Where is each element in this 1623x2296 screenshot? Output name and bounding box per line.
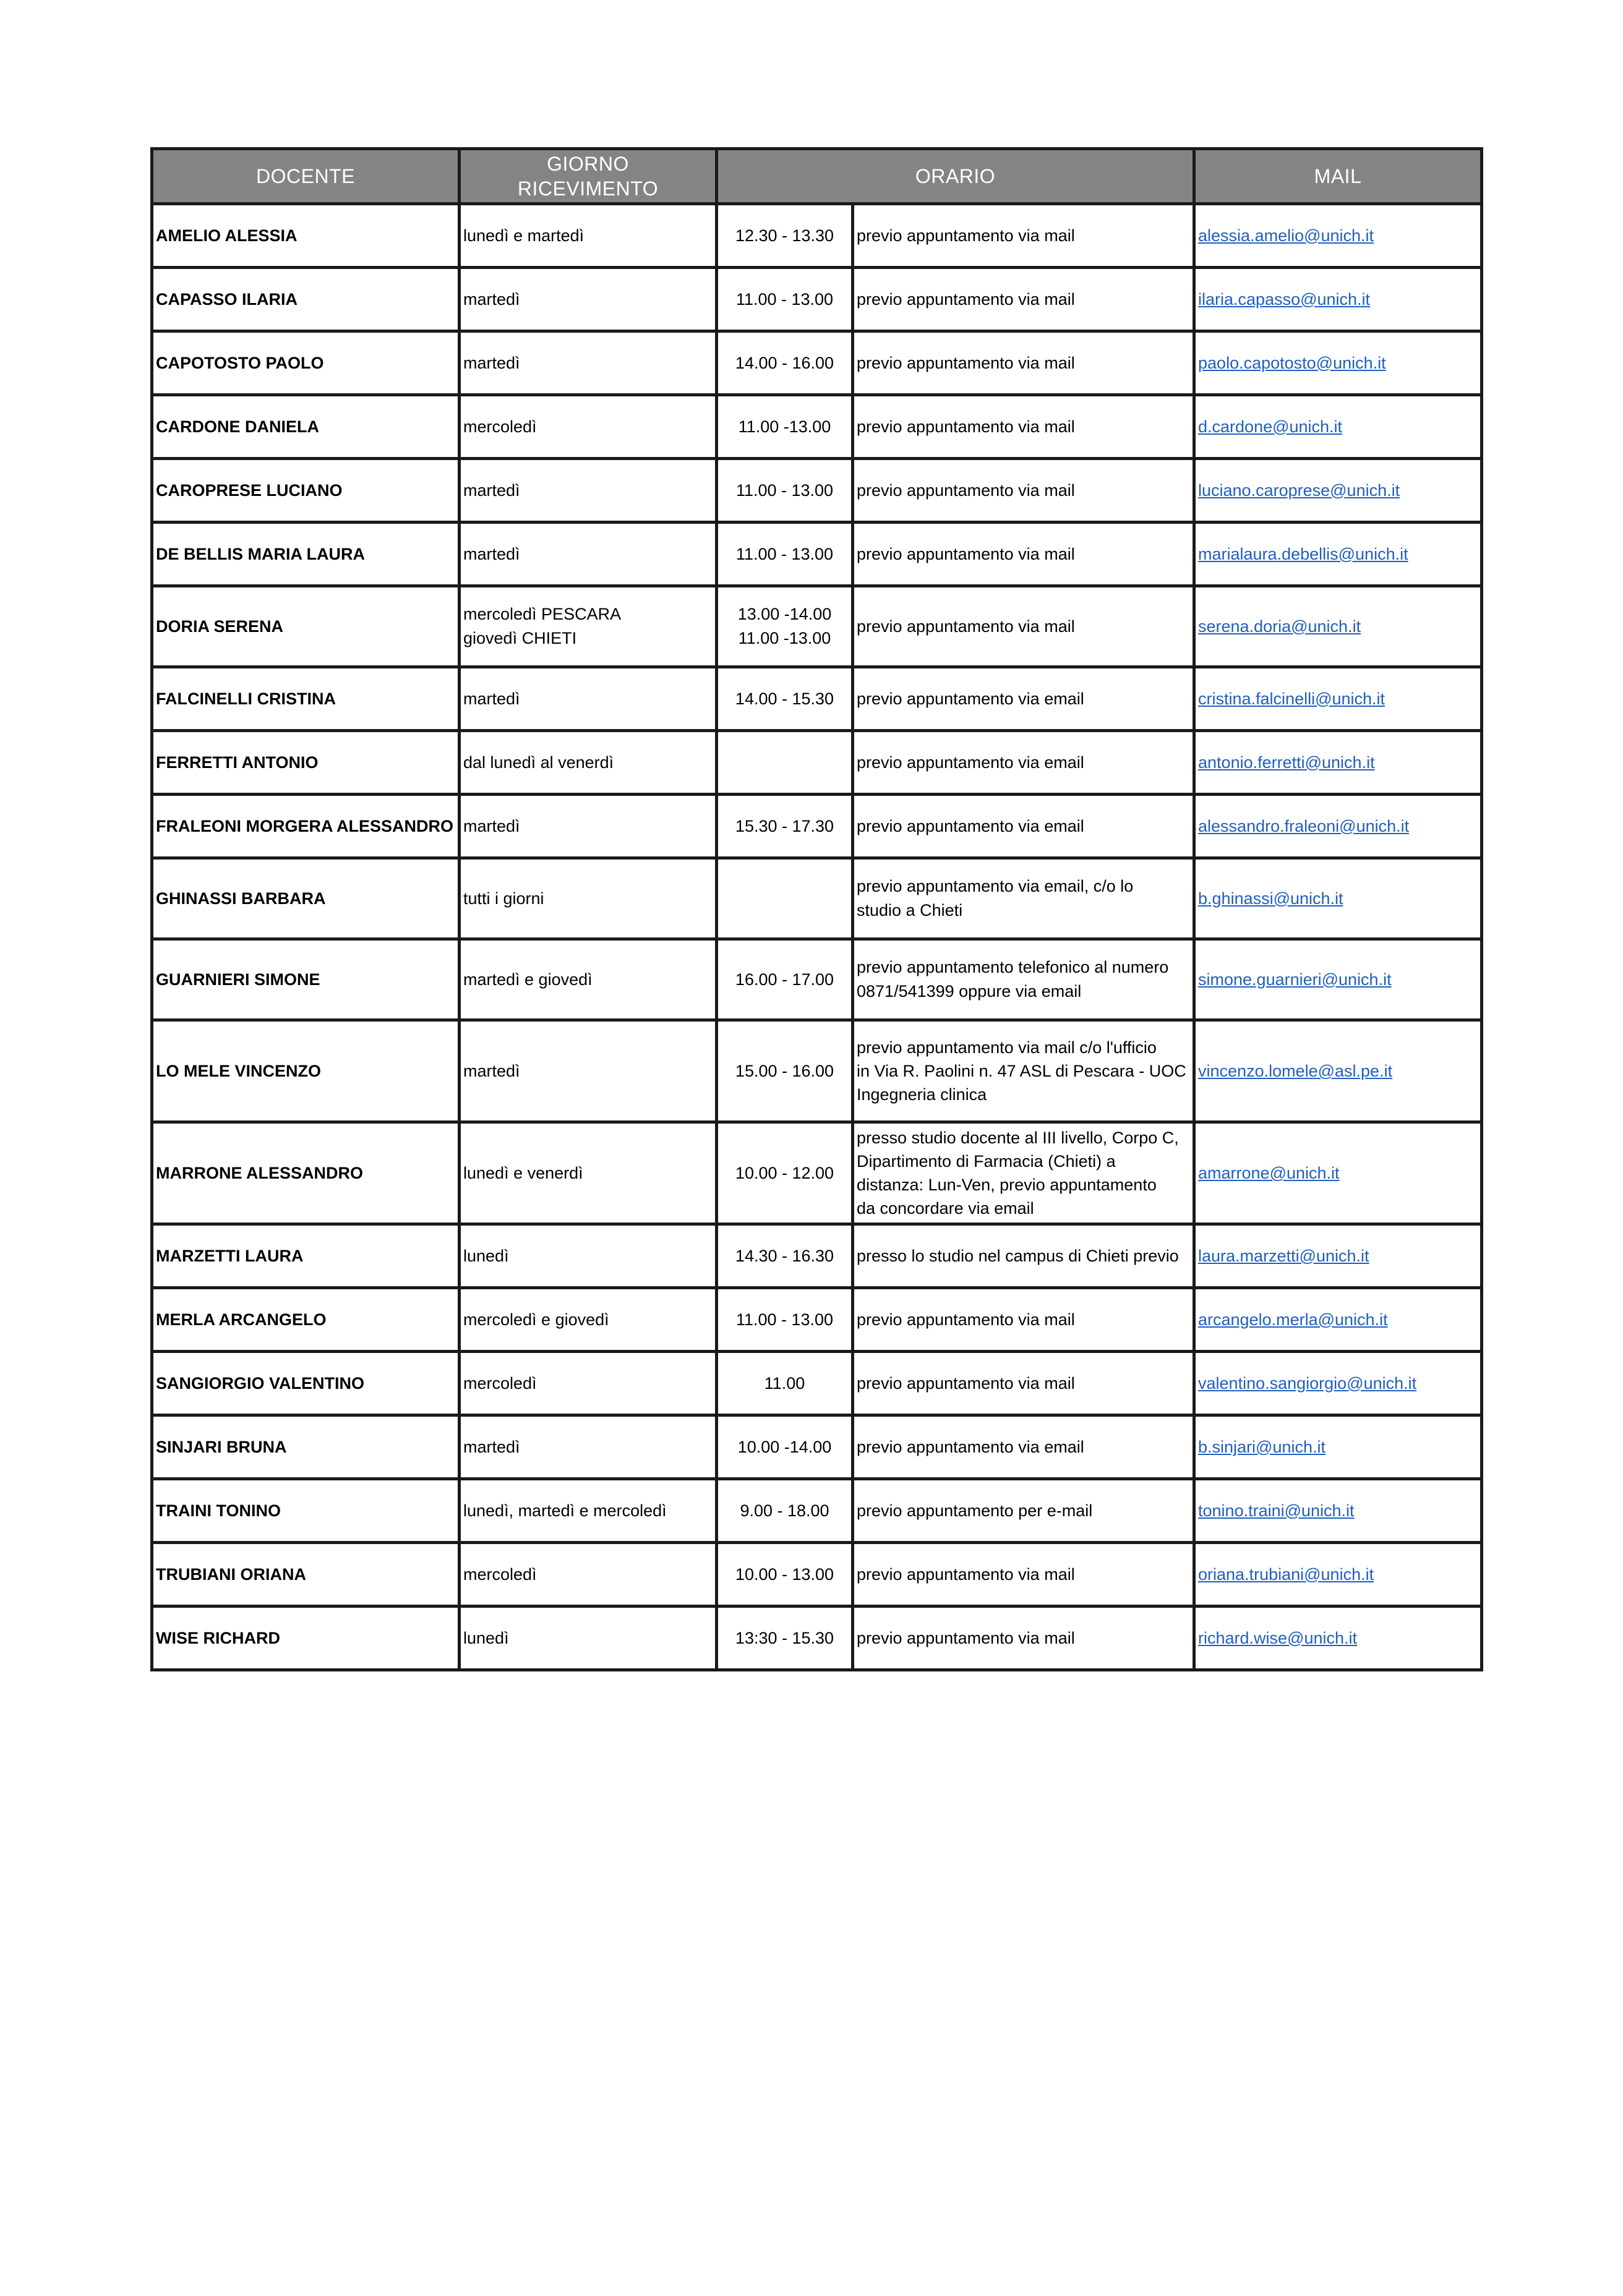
reception-day-text: martedì	[463, 289, 520, 309]
docente-name-text: GUARNIERI SIMONE	[156, 970, 320, 989]
docente-name-text: MARRONE ALESSANDRO	[156, 1164, 364, 1182]
appointment-note-text: previo appuntamento via mail	[857, 617, 1075, 636]
reception-hours-text: 9.00 - 18.00	[740, 1501, 829, 1520]
reception-hours	[717, 459, 853, 523]
email-link[interactable]: arcangelo.merla@unich.it	[1198, 1310, 1388, 1329]
reception-hours-text: 11.00 - 13.00	[735, 480, 834, 500]
reception-hours-text: 13:30 - 15.30	[735, 1628, 834, 1647]
reception-hours-text: 16.00 - 17.00	[735, 970, 834, 989]
docente-name-text: CARDONE DANIELA	[156, 417, 320, 436]
table-row	[152, 1543, 1482, 1607]
docente-name	[152, 523, 460, 586]
header-docente: DOCENTE	[152, 149, 460, 204]
email-cell	[1194, 1288, 1482, 1352]
email-link[interactable]: marialaura.debellis@unich.it	[1198, 544, 1408, 563]
reception-hours-text: 14.00 - 15.30	[735, 689, 834, 708]
email-cell	[1194, 268, 1482, 331]
appointment-note	[853, 268, 1194, 331]
docente-name	[152, 586, 460, 667]
docente-name-text: FERRETTI ANTONIO	[156, 753, 319, 772]
reception-hours-text: 10.00 - 13.00	[735, 1564, 834, 1584]
appointment-note-text: previo appuntamento via mail	[857, 480, 1075, 500]
reception-hours-text: 10.00 -14.00	[737, 1437, 832, 1456]
docente-name-text: WISE RICHARD	[156, 1628, 280, 1647]
appointment-note-text: previo appuntamento via email	[857, 689, 1084, 708]
reception-day-text: mercoledì PESCARA giovedì CHIETI	[463, 605, 622, 647]
reception-hours	[717, 1288, 853, 1352]
docente-name	[152, 1352, 460, 1415]
email-link[interactable]: richard.wise@unich.it	[1198, 1628, 1358, 1647]
reception-day-text: martedì	[463, 816, 520, 835]
reception-day	[460, 858, 717, 939]
email-cell	[1194, 1020, 1482, 1122]
docente-name	[152, 1415, 460, 1479]
reception-hours	[717, 395, 853, 459]
email-cell	[1194, 795, 1482, 858]
reception-day	[460, 1479, 717, 1543]
reception-day	[460, 1543, 717, 1607]
table-row	[152, 459, 1482, 523]
docente-name	[152, 858, 460, 939]
table-row	[152, 1479, 1482, 1543]
reception-day-text: mercoledì	[463, 1564, 537, 1584]
reception-day	[460, 1352, 717, 1415]
docente-name-text: GHINASSI BARBARA	[156, 889, 326, 908]
docente-name	[152, 1020, 460, 1122]
docente-name	[152, 204, 460, 268]
reception-hours	[717, 667, 853, 731]
appointment-note-text: previo appuntamento via email	[857, 753, 1084, 772]
reception-hours-text: 11.00 - 13.00	[735, 289, 834, 309]
appointment-note	[853, 204, 1194, 268]
docente-name-text: MARZETTI LAURA	[156, 1246, 304, 1265]
table-row	[152, 1352, 1482, 1415]
email-link[interactable]: alessandro.fraleoni@unich.it	[1198, 816, 1410, 835]
table-row	[152, 795, 1482, 858]
reception-day	[460, 1607, 717, 1670]
email-cell	[1194, 204, 1482, 268]
table-row	[152, 586, 1482, 667]
appointment-note	[853, 586, 1194, 667]
table-row	[152, 331, 1482, 395]
table-row	[152, 395, 1482, 459]
appointment-note-text: presso studio docente al III livello, Corpo C, Dipartimento di Farmacia (Chieti) a distanza: Lun-Ven, previo appuntamento da concordare via email	[857, 1129, 1179, 1218]
email-cell	[1194, 1224, 1482, 1288]
email-cell	[1194, 331, 1482, 395]
reception-hours	[717, 523, 853, 586]
docente-name-text: LO MELE VINCENZO	[156, 1062, 322, 1080]
appointment-note	[853, 939, 1194, 1020]
appointment-note-text: previo appuntamento via email	[857, 816, 1084, 835]
appointment-note-text: previo appuntamento via mail	[857, 1628, 1075, 1647]
reception-hours-text: 10.00 - 12.00	[735, 1164, 834, 1182]
appointment-note	[853, 331, 1194, 395]
appointment-note-text: presso lo studio nel campus di Chieti previo	[857, 1246, 1179, 1265]
email-cell	[1194, 459, 1482, 523]
reception-day	[460, 523, 717, 586]
docente-name-text: CAPASSO ILARIA	[156, 289, 298, 309]
email-cell	[1194, 858, 1482, 939]
table-row	[152, 731, 1482, 795]
reception-hours-text: 15.30 - 17.30	[735, 816, 834, 835]
header-mail: MAIL	[1194, 149, 1482, 204]
email-cell	[1194, 1607, 1482, 1670]
appointment-note-text: previo appuntamento via mail	[857, 353, 1075, 372]
reception-hours	[717, 731, 853, 795]
table-row	[152, 1415, 1482, 1479]
reception-hours	[717, 1415, 853, 1479]
reception-hours-text: 15.00 - 16.00	[735, 1062, 834, 1080]
reception-day-text: tutti i giorni	[463, 889, 544, 908]
reception-day-text: martedì e giovedì	[463, 970, 593, 989]
table-row	[152, 1607, 1482, 1670]
appointment-note-text: previo appuntamento via mail	[857, 289, 1075, 309]
appointment-note-text: previo appuntamento via email	[857, 1437, 1084, 1456]
reception-hours-text: 13.00 -14.00 11.00 -13.00	[737, 605, 832, 647]
header-row	[152, 149, 1482, 204]
appointment-note	[853, 1352, 1194, 1415]
docente-name-text: DORIA SERENA	[156, 617, 284, 636]
appointment-note	[853, 1543, 1194, 1607]
reception-hours	[717, 939, 853, 1020]
email-cell	[1194, 731, 1482, 795]
docente-name-text: DE BELLIS MARIA LAURA	[156, 544, 365, 563]
reception-day	[460, 939, 717, 1020]
reception-day-text: lunedì, martedì e mercoledì	[463, 1501, 667, 1520]
reception-day	[460, 795, 717, 858]
reception-day	[460, 1288, 717, 1352]
table-row	[152, 523, 1482, 586]
table-row	[152, 1224, 1482, 1288]
reception-hours	[717, 1479, 853, 1543]
appointment-note	[853, 1224, 1194, 1288]
appointment-note-text: previo appuntamento via mail c/o l'ufficio in Via R. Paolini n. 47 ASL di Pescara - UOC Ingegneria clinica	[857, 1038, 1186, 1104]
reception-day-text: martedì	[463, 1062, 520, 1080]
email-cell	[1194, 939, 1482, 1020]
reception-hours	[717, 1607, 853, 1670]
docente-name	[152, 1607, 460, 1670]
reception-day-text: martedì	[463, 480, 520, 500]
email-link[interactable]: antonio.ferretti@unich.it	[1198, 753, 1375, 772]
email-link[interactable]: ilaria.capasso@unich.it	[1198, 289, 1371, 309]
appointment-note-text: previo appuntamento via mail	[857, 1310, 1075, 1329]
reception-hours	[717, 586, 853, 667]
email-link[interactable]: amarrone@unich.it	[1198, 1164, 1340, 1182]
table-row	[152, 939, 1482, 1020]
reception-hours-text: 11.00 - 13.00	[735, 544, 834, 563]
email-link[interactable]: vincenzo.lomele@asl.pe.it	[1198, 1062, 1393, 1080]
table-row	[152, 1020, 1482, 1122]
appointment-note	[853, 459, 1194, 523]
email-cell	[1194, 523, 1482, 586]
reception-day-text: lunedì	[463, 1628, 509, 1647]
docente-name	[152, 1543, 460, 1607]
reception-day-text: lunedì	[463, 1246, 509, 1265]
appointment-note-text: previo appuntamento telefonico al numero 0871/541399 oppure via email	[857, 958, 1169, 1001]
appointment-note-text: previo appuntamento per e-mail	[857, 1501, 1093, 1520]
table-row	[152, 268, 1482, 331]
docente-name-text: CAROPRESE LUCIANO	[156, 480, 343, 500]
docente-name-text: MERLA ARCANGELO	[156, 1310, 327, 1329]
reception-day-text: martedì	[463, 544, 520, 563]
docente-name	[152, 667, 460, 731]
docente-name	[152, 268, 460, 331]
email-cell	[1194, 667, 1482, 731]
reception-day	[460, 731, 717, 795]
table-row	[152, 667, 1482, 731]
reception-day-text: mercoledì	[463, 417, 537, 436]
appointment-note-text: previo appuntamento via mail	[857, 1373, 1075, 1393]
docente-name-text: SANGIORGIO VALENTINO	[156, 1373, 365, 1393]
email-link[interactable]: b.ghinassi@unich.it	[1198, 889, 1343, 908]
email-link[interactable]: d.cardone@unich.it	[1198, 417, 1343, 436]
appointment-note	[853, 1607, 1194, 1670]
reception-hours	[717, 1020, 853, 1122]
email-link[interactable]: oriana.trubiani@unich.it	[1198, 1564, 1374, 1584]
reception-day	[460, 331, 717, 395]
reception-day-text: martedì	[463, 353, 520, 372]
appointment-note-text: previo appuntamento via mail	[857, 1564, 1075, 1584]
table-row	[152, 1122, 1482, 1224]
docente-name-text: FRALEONI MORGERA ALESSANDRO	[156, 816, 454, 835]
appointment-note	[853, 395, 1194, 459]
docente-name-text: AMELIO ALESSIA	[156, 226, 298, 245]
docente-name	[152, 795, 460, 858]
reception-hours	[717, 268, 853, 331]
table-row	[152, 858, 1482, 939]
docente-name-text: TRAINI TONINO	[156, 1501, 281, 1520]
reception-day-text: mercoledì e giovedì	[463, 1310, 609, 1329]
email-cell	[1194, 586, 1482, 667]
reception-day	[460, 204, 717, 268]
reception-hours	[717, 1352, 853, 1415]
email-link[interactable]: laura.marzetti@unich.it	[1198, 1246, 1369, 1265]
reception-day	[460, 586, 717, 667]
reception-day-text: dal lunedì al venerdì	[463, 753, 614, 772]
reception-day	[460, 268, 717, 331]
reception-day-text: martedì	[463, 1437, 520, 1456]
docente-name-text: CAPOTOSTO PAOLO	[156, 353, 324, 372]
appointment-note-text: previo appuntamento via mail	[857, 417, 1075, 436]
docente-name-text: TRUBIANI ORIANA	[156, 1564, 306, 1584]
appointment-note	[853, 523, 1194, 586]
appointment-note-text: previo appuntamento via email, c/o lo studio a Chieti	[857, 877, 1134, 920]
email-cell	[1194, 1479, 1482, 1543]
email-link[interactable]: cristina.falcinelli@unich.it	[1198, 689, 1385, 708]
reception-day	[460, 1020, 717, 1122]
appointment-note	[853, 731, 1194, 795]
reception-day	[460, 395, 717, 459]
reception-day	[460, 1122, 717, 1224]
reception-day	[460, 667, 717, 731]
reception-hours	[717, 795, 853, 858]
header-giorno-ricevimento: GIORNO RICEVIMENTO	[460, 149, 717, 204]
reception-hours	[717, 1543, 853, 1607]
appointment-note	[853, 1122, 1194, 1224]
reception-hours-text: 14.30 - 16.30	[735, 1246, 834, 1265]
appointment-note	[853, 858, 1194, 939]
docente-name	[152, 331, 460, 395]
email-cell	[1194, 1122, 1482, 1224]
email-link[interactable]: luciano.caroprese@unich.it	[1198, 480, 1400, 500]
docente-name-text: SINJARI BRUNA	[156, 1437, 287, 1456]
appointment-note	[853, 1415, 1194, 1479]
reception-hours-text: 11.00	[764, 1373, 805, 1393]
reception-day-text: lunedì e martedì	[463, 226, 585, 245]
reception-hours-text: 12.30 - 13.30	[735, 226, 834, 245]
reception-hours	[717, 1224, 853, 1288]
docente-name	[152, 395, 460, 459]
email-link[interactable]: b.sinjari@unich.it	[1198, 1437, 1326, 1456]
reception-hours	[717, 204, 853, 268]
reception-hours	[717, 1122, 853, 1224]
docente-name	[152, 1224, 460, 1288]
docente-name	[152, 1479, 460, 1543]
reception-day-text: lunedì e venerdì	[463, 1164, 583, 1182]
appointment-note	[853, 1479, 1194, 1543]
office-hours-table	[150, 147, 1483, 1671]
email-cell	[1194, 1352, 1482, 1415]
reception-day	[460, 1224, 717, 1288]
docente-name	[152, 1122, 460, 1224]
appointment-note	[853, 795, 1194, 858]
table-row	[152, 1288, 1482, 1352]
email-cell	[1194, 395, 1482, 459]
reception-day	[460, 459, 717, 523]
reception-hours	[717, 858, 853, 939]
reception-hours-text: 11.00 -13.00	[738, 417, 831, 436]
email-link[interactable]: paolo.capotosto@unich.it	[1198, 353, 1386, 372]
docente-name	[152, 731, 460, 795]
header-orario: ORARIO	[717, 149, 1194, 204]
reception-day	[460, 1415, 717, 1479]
appointment-note	[853, 667, 1194, 731]
appointment-note-text: previo appuntamento via mail	[857, 544, 1075, 563]
reception-hours-text: 11.00 - 13.00	[735, 1310, 834, 1329]
docente-name	[152, 459, 460, 523]
email-link[interactable]: alessia.amelio@unich.it	[1198, 226, 1374, 245]
email-cell	[1194, 1543, 1482, 1607]
email-link[interactable]: tonino.traini@unich.it	[1198, 1501, 1355, 1520]
table-body	[152, 204, 1482, 1670]
email-link[interactable]: simone.guarnieri@unich.it	[1198, 970, 1392, 989]
table-row	[152, 204, 1482, 268]
reception-hours	[717, 331, 853, 395]
appointment-note	[853, 1020, 1194, 1122]
email-link[interactable]: serena.doria@unich.it	[1198, 617, 1361, 636]
reception-day-text: martedì	[463, 689, 520, 708]
reception-day-text: mercoledì	[463, 1373, 537, 1393]
appointment-note-text: previo appuntamento via mail	[857, 226, 1075, 245]
docente-name	[152, 939, 460, 1020]
email-link[interactable]: valentino.sangiorgio@unich.it	[1198, 1373, 1417, 1393]
docente-name	[152, 1288, 460, 1352]
email-cell	[1194, 1415, 1482, 1479]
appointment-note	[853, 1288, 1194, 1352]
docente-name-text: FALCINELLI CRISTINA	[156, 689, 336, 708]
reception-hours-text: 14.00 - 16.00	[735, 353, 834, 372]
